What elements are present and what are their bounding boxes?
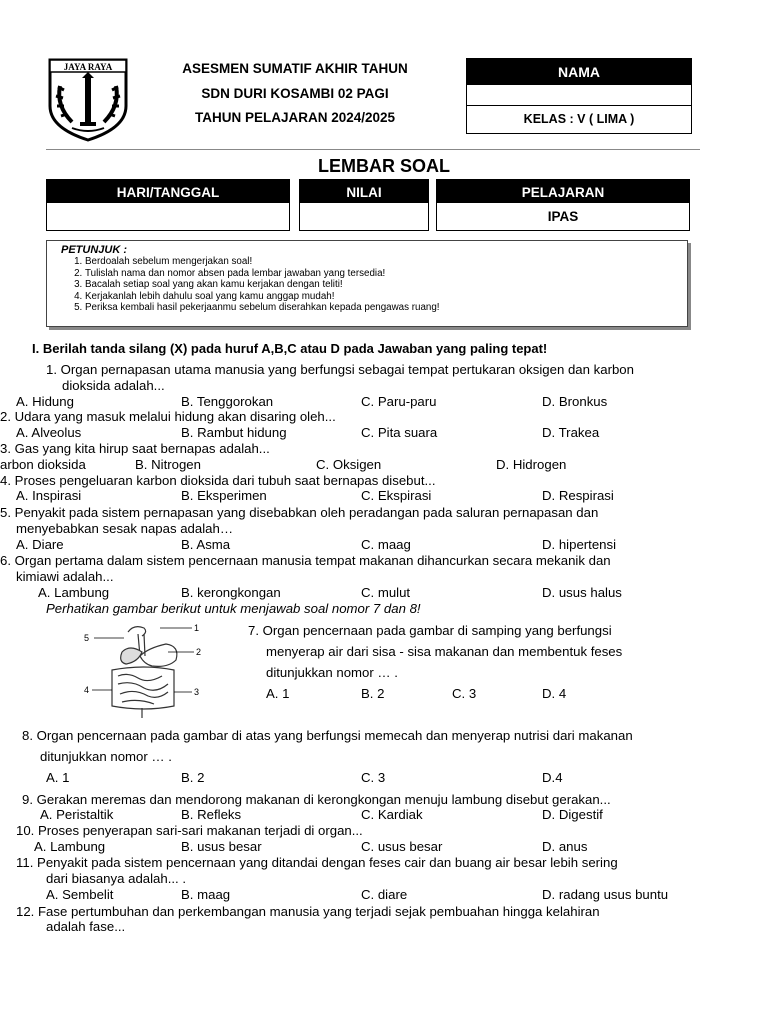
header-line-1: ASESMEN SUMATIF AKHIR TAHUN	[182, 61, 408, 76]
score-box	[299, 179, 429, 231]
instructions-box	[46, 240, 688, 327]
q7-option-a[interactable]: A. 1	[266, 686, 290, 701]
name-label: NAMA	[467, 59, 691, 85]
q4-option-b[interactable]: B. Eksperimen	[181, 488, 267, 503]
question-10-text: 10. Proses penyerapan sari-sari makanan terjadi di organ...	[16, 823, 363, 838]
q10-option-b[interactable]: B. usus besar	[181, 839, 262, 854]
instruction-item: 1. Berdoalah sebelum mengerjakan soal!	[85, 256, 687, 268]
figure-label-1: 1	[194, 623, 200, 633]
q11-option-b[interactable]: B. maag	[181, 887, 231, 902]
date-box	[46, 179, 290, 231]
figure-label-2: 2	[196, 647, 202, 657]
instruction-item: 2. Tulislah nama dan nomor absen pada lembar jawaban yang tersedia!	[85, 268, 687, 280]
header-divider	[46, 149, 700, 150]
q5-option-b[interactable]: B. Asma	[181, 537, 231, 552]
question-8-text-2: ditunjukkan nomor … .	[40, 749, 172, 764]
q10-option-d[interactable]: D. anus	[542, 839, 588, 854]
q5-option-c[interactable]: C. maag	[361, 537, 411, 552]
q1-option-d[interactable]: D. Bronkus	[542, 394, 608, 409]
q9-option-a[interactable]: A. Peristaltik	[40, 807, 114, 822]
q2-option-d[interactable]: D. Trakea	[542, 425, 600, 440]
instructions-title: PETUNJUK :	[61, 244, 128, 256]
q2-option-a[interactable]: A. Alveolus	[16, 425, 82, 440]
question-7-text-2: menyerap air dari sisa - sisa makanan dan membentuk feses	[266, 644, 623, 659]
q1-option-c[interactable]: C. Paru-paru	[361, 394, 437, 409]
question-1-text: 1. Organ pernapasan utama manusia yang berfungsi sebagai tempat pertukaran oksigen dan karbon	[46, 362, 634, 377]
q3-option-b[interactable]: B. Nitrogen	[135, 457, 201, 472]
date-label: HARI/TANGGAL	[47, 180, 289, 203]
q3-option-d[interactable]: D. Hidrogen	[496, 457, 567, 472]
q2-option-c[interactable]: C. Pita suara	[361, 425, 438, 440]
header-line-2: SDN DURI KOSAMBI 02 PAGI	[201, 86, 389, 101]
score-field[interactable]	[300, 203, 428, 230]
q9-option-b[interactable]: B. Refleks	[181, 807, 242, 822]
logo-text: JAYA RAYA	[63, 62, 113, 72]
name-box	[466, 58, 692, 134]
question-6-text-2: kimiawi adalah...	[16, 569, 114, 584]
q7-option-d[interactable]: D. 4	[542, 686, 567, 701]
question-7-text-3: ditunjukkan nomor … .	[266, 665, 398, 680]
instruction-item: 5. Periksa kembali hasil pekerjaanmu sebelum diserahkan kepada pengawas ruang!	[85, 302, 687, 314]
question-1-text-2: dioksida adalah...	[62, 378, 165, 393]
q4-option-c[interactable]: C. Ekspirasi	[361, 488, 432, 503]
q11-option-d[interactable]: D. radang usus buntu	[542, 887, 669, 902]
date-field[interactable]	[47, 203, 289, 230]
subject-box	[436, 179, 690, 231]
question-9-text: 9. Gerakan meremas dan mendorong makanan di kerongkongan menuju lambung disebut gerakan...	[22, 792, 611, 807]
q9-option-d[interactable]: D. Digestif	[542, 807, 603, 822]
question-4-text: 4. Proses pengeluaran karbon dioksida dari tubuh saat bernapas disebut...	[0, 473, 436, 488]
subject-value: IPAS	[547, 209, 579, 224]
instructions-list	[47, 256, 687, 314]
q6-option-a[interactable]: A. Lambung	[38, 585, 110, 600]
score-label: NILAI	[300, 180, 428, 203]
q3-option-a[interactable]: arbon dioksida	[0, 457, 86, 472]
q11-option-c[interactable]: C. diare	[361, 887, 408, 902]
school-logo	[46, 56, 130, 142]
figure-label-5: 5	[84, 633, 90, 643]
question-2-text: 2. Udara yang masuk melalui hidung akan disaring oleh...	[0, 409, 336, 424]
figure-label-3: 3	[194, 687, 200, 697]
q4-option-a[interactable]: A. Inspirasi	[16, 488, 82, 503]
q6-option-d[interactable]: D. usus halus	[542, 585, 622, 600]
q10-option-a[interactable]: A. Lambung	[34, 839, 106, 854]
q6-option-c[interactable]: C. mulut	[361, 585, 411, 600]
q5-option-a[interactable]: A. Diare	[16, 537, 64, 552]
instruction-item: 4. Kerjakanlah lebih dahulu soal yang kamu anggap mudah!	[85, 291, 687, 303]
page-title: LEMBAR SOAL	[318, 156, 450, 176]
question-12-text-2: adalah fase...	[46, 919, 126, 934]
q11-option-a[interactable]: A. Sembelit	[46, 887, 114, 902]
question-7-text: 7. Organ pencernaan pada gambar di samping yang berfungsi	[248, 623, 612, 638]
q5-option-d[interactable]: D. hipertensi	[542, 537, 617, 552]
question-12-text: 12. Fase pertumbuhan dan perkembangan manusia yang terjadi sejak pembuahan hingga kelahiran	[16, 904, 600, 919]
q1-option-b[interactable]: B. Tenggorokan	[181, 394, 274, 409]
question-11-text: 11. Penyakit pada sistem pencernaan yang ditandai dengan feses cair dan buang air besar lebih sering	[16, 855, 618, 870]
q8-option-a[interactable]: A. 1	[46, 770, 70, 785]
question-5-text-2: menyebabkan sesak napas adalah…	[16, 521, 234, 536]
subject-label: PELAJARAN	[437, 180, 689, 203]
question-6-text: 6. Organ pertama dalam sistem pencernaan manusia tempat makanan dihancurkan secara mekanik dan	[0, 553, 611, 568]
instruction-item: 3. Bacalah setiap soal yang akan kamu kerjakan dengan teliti!	[85, 279, 687, 291]
q1-option-a[interactable]: A. Hidung	[16, 394, 74, 409]
digestive-system-figure	[82, 622, 208, 720]
q3-option-c[interactable]: C. Oksigen	[316, 457, 382, 472]
q7-option-c[interactable]: C. 3	[452, 686, 477, 701]
question-5-text: 5. Penyakit pada sistem pernapasan yang disebabkan oleh peradangan pada saluran pernapasan dan	[0, 505, 599, 520]
q2-option-b[interactable]: B. Rambut hidung	[181, 425, 287, 440]
q6-option-b[interactable]: B. kerongkongan	[181, 585, 281, 600]
header-line-3: TAHUN PELAJARAN 2024/2025	[194, 110, 396, 125]
class-label: KELAS : V ( LIMA )	[523, 112, 635, 126]
figure-label-4: 4	[84, 685, 90, 695]
question-8-text: 8. Organ pencernaan pada gambar di atas yang berfungsi memecah dan menyerap nutrisi dari makanan	[22, 728, 633, 743]
q8-option-c[interactable]: C. 3	[361, 770, 386, 785]
q8-option-b[interactable]: B. 2	[181, 770, 205, 785]
jakarta-emblem-icon	[46, 56, 130, 142]
q9-option-c[interactable]: C. Kardiak	[361, 807, 423, 822]
question-3-text: 3. Gas yang kita hirup saat bernapas adalah...	[0, 441, 270, 456]
question-11-text-2: dari biasanya adalah... .	[46, 871, 187, 886]
figure-note: Perhatikan gambar berikut untuk menjawab soal nomor 7 dan 8!	[46, 601, 421, 616]
q10-option-c[interactable]: C. usus besar	[361, 839, 443, 854]
name-field[interactable]	[467, 85, 691, 106]
section-instruction: I. Berilah tanda silang (X) pada huruf A,B,C atau D pada Jawaban yang paling tepat!	[32, 341, 548, 356]
q4-option-d[interactable]: D. Respirasi	[542, 488, 614, 503]
q7-option-b[interactable]: B. 2	[361, 686, 385, 701]
q8-option-d[interactable]: D.4	[542, 770, 563, 785]
